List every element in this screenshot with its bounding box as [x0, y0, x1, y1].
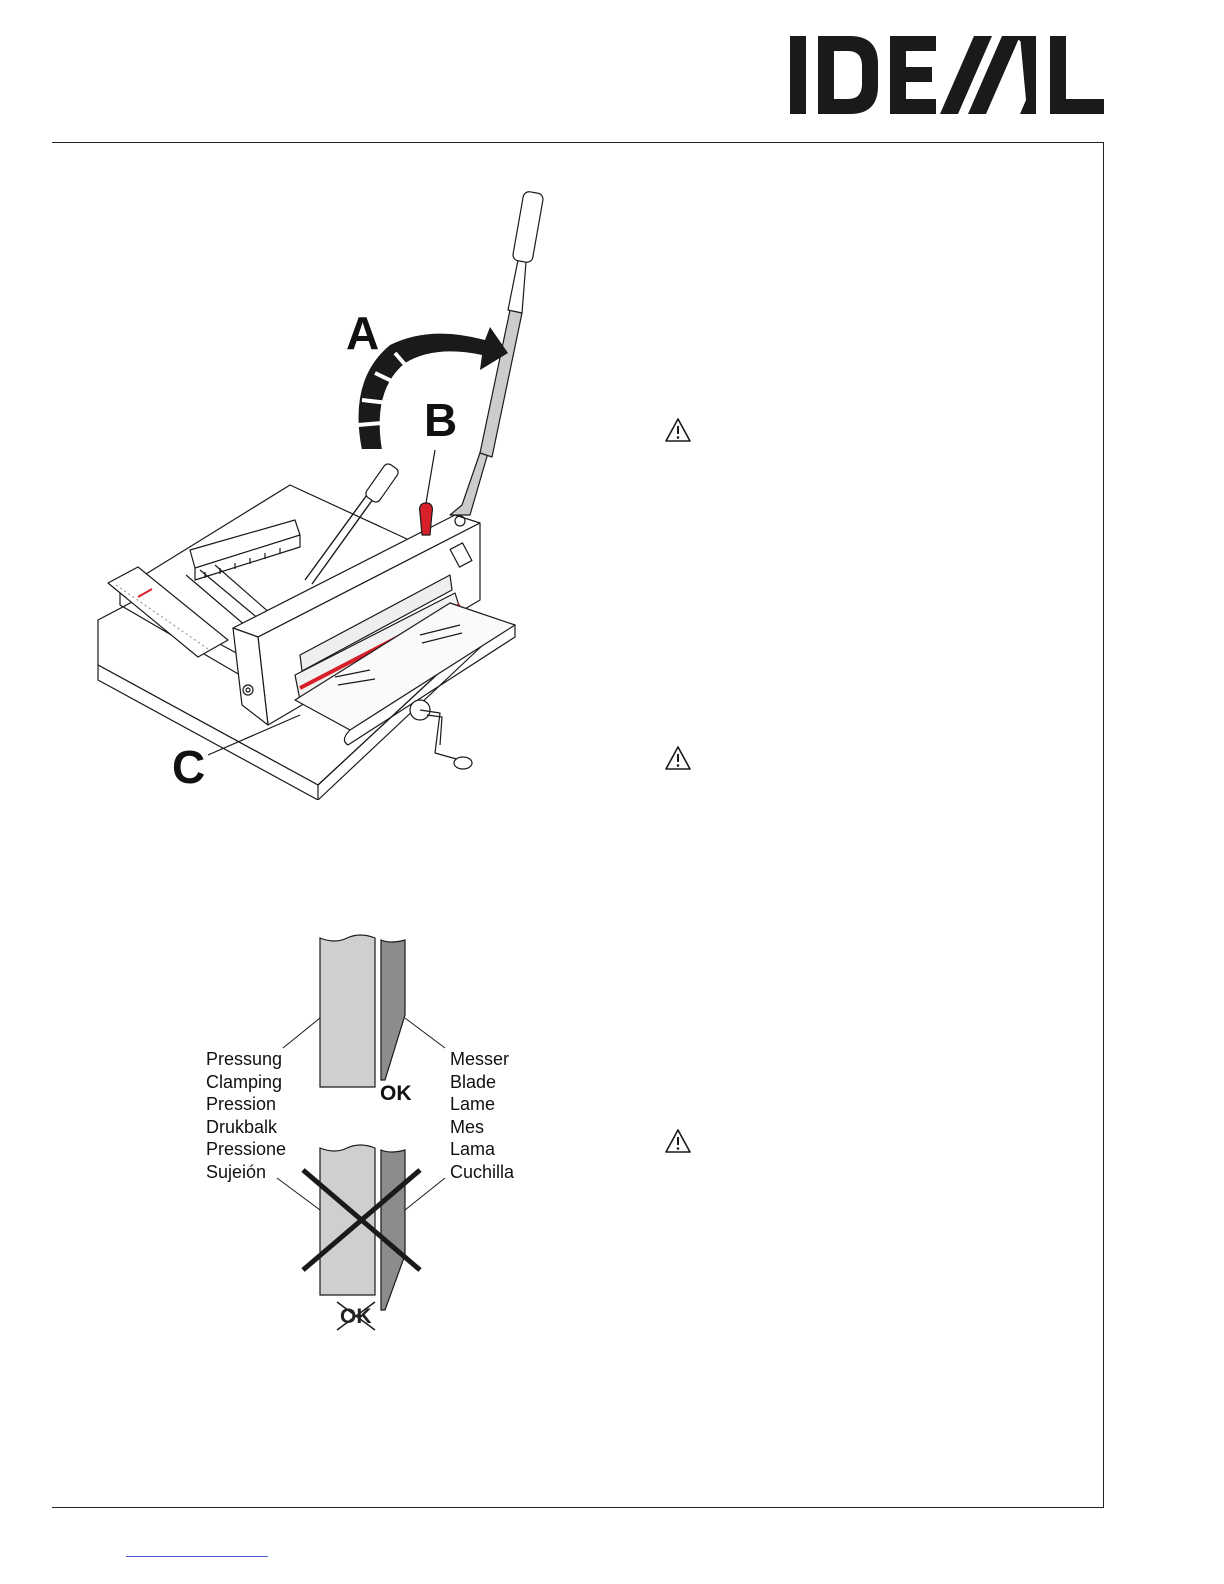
- blade-label-nl: Mes: [450, 1116, 485, 1137]
- clamping-label-en: Clamping: [206, 1071, 283, 1092]
- blade-label-en: Blade: [450, 1071, 497, 1092]
- clamping-labels: [206, 1048, 286, 1184]
- warning-triangle-icon: [664, 745, 692, 771]
- not-ok-label: OK: [340, 1305, 372, 1328]
- clamp-bar-ok: [320, 935, 375, 1087]
- clamping-label-fr: Pression: [206, 1094, 277, 1115]
- blade-labels: [450, 1048, 514, 1184]
- callout-b: B: [424, 394, 458, 446]
- callout-a: A: [346, 307, 380, 359]
- blade-label-it: Lama: [450, 1139, 496, 1160]
- clamping-label-nl: Drukbalk: [206, 1116, 278, 1137]
- ideal-logo: [788, 34, 1106, 116]
- blade-not-ok: [381, 1150, 405, 1310]
- clamping-label-es: Sujeión: [206, 1161, 267, 1182]
- clamping-label-it: Pressione: [206, 1139, 287, 1160]
- blade-label-de: Messer: [450, 1049, 510, 1069]
- blade-label-fr: Lame: [450, 1094, 496, 1115]
- blade-ok: [381, 940, 405, 1080]
- footer-link[interactable]: [126, 1556, 268, 1557]
- clamp-bar-not-ok: [320, 1145, 375, 1295]
- warning-triangle-icon: [664, 417, 692, 443]
- clamping-label-de: Pressung: [206, 1049, 283, 1069]
- guillotine-cutter-illustration: [90, 185, 560, 800]
- warning-triangle-icon: [664, 1128, 692, 1154]
- ok-label: OK: [380, 1082, 412, 1105]
- blade-label-es: Cuchilla: [450, 1161, 515, 1182]
- callout-c: C: [172, 741, 206, 793]
